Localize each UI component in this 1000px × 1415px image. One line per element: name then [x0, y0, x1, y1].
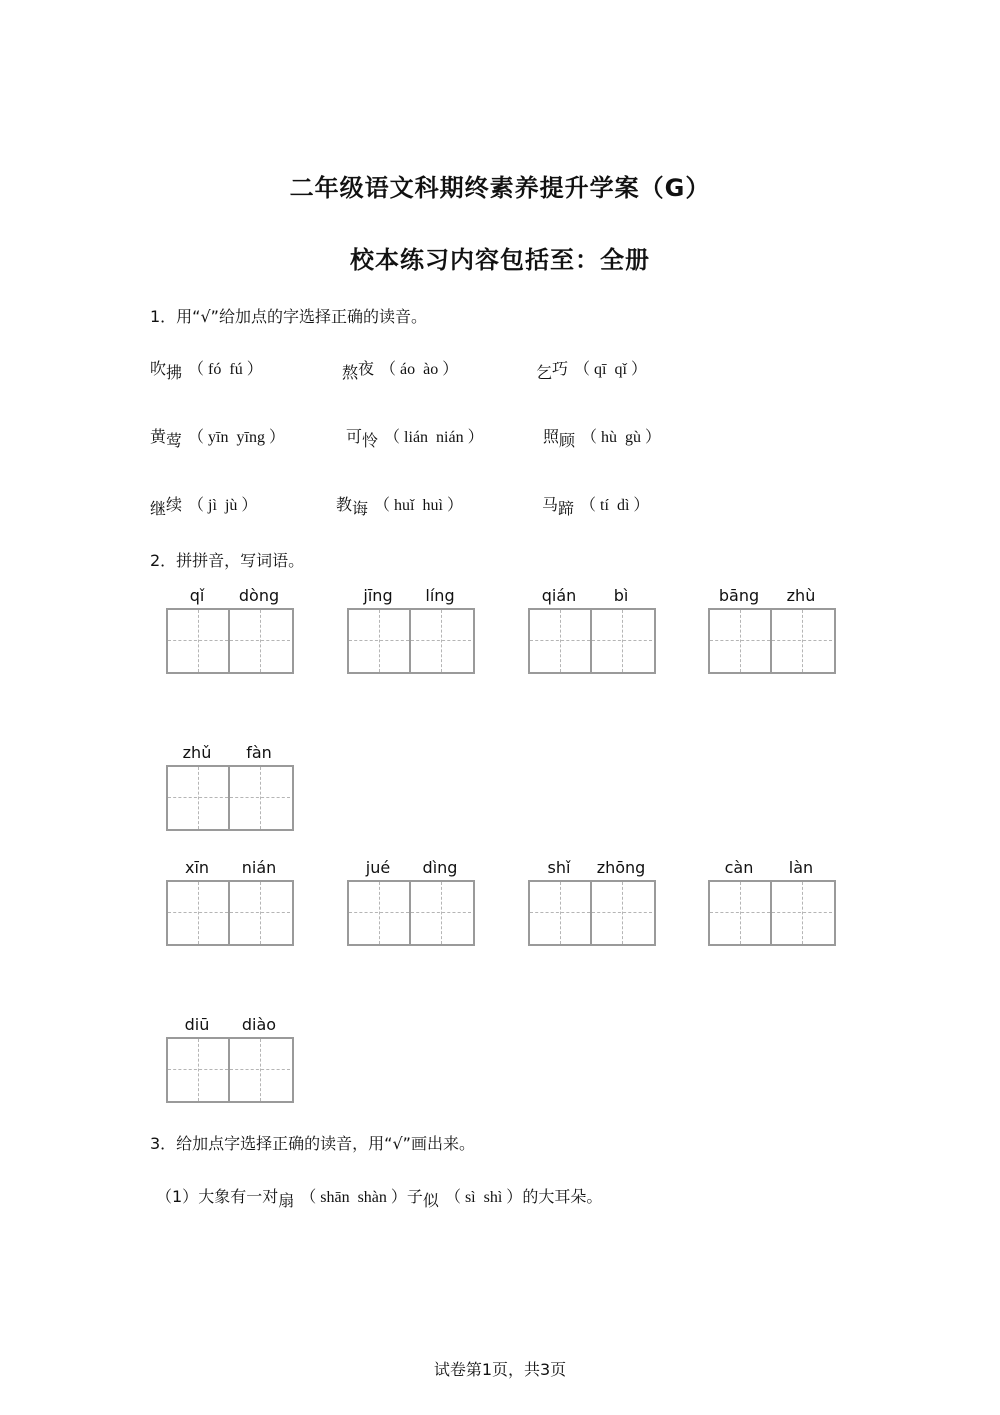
writing-cell[interactable]	[772, 882, 832, 944]
pinyin-label: diào	[241, 1015, 277, 1034]
pinyin-choice-item: 马蹄 （ tí dì ）	[542, 495, 650, 518]
dotted-char: 顾	[559, 431, 576, 450]
pinyin-option[interactable]: áo	[400, 361, 416, 378]
pinyin-label: zhōng	[596, 858, 646, 877]
writing-cell[interactable]	[230, 882, 290, 944]
word-char: 教	[336, 495, 353, 514]
writing-cell[interactable]	[710, 610, 772, 672]
page-subtitle: 校本练习内容包括至：全册	[350, 246, 650, 274]
dotted-char: 诲	[352, 499, 369, 518]
pinyin-choice-item: 可怜 （ lián nián ）	[346, 427, 484, 450]
writing-cell[interactable]	[230, 610, 290, 672]
pinyin-choice-item: 教诲 （ huǐ huì ）	[336, 495, 463, 518]
tianzige-item	[708, 858, 834, 948]
pinyin-label: dòng	[238, 586, 280, 605]
pinyin-option[interactable]: hù	[601, 429, 618, 446]
word-char: 续	[166, 495, 183, 514]
pinyin-option[interactable]: shàn	[357, 1189, 387, 1206]
word-char: 黄	[150, 427, 167, 446]
pinyin-choice-item: 乞巧 （ qī qǐ ）	[536, 359, 647, 382]
pinyin-label: bāng	[718, 586, 760, 605]
tianzige-box	[528, 608, 656, 674]
dotted-char: 蹄	[558, 499, 575, 518]
tianzige-box	[708, 608, 836, 674]
sentence-text: 大象有一对	[198, 1187, 279, 1206]
pinyin-label: diū	[184, 1015, 210, 1034]
writing-cell[interactable]	[530, 882, 592, 944]
writing-cell[interactable]	[349, 610, 411, 672]
pinyin-label: qǐ	[189, 586, 205, 605]
pinyin-label: bì	[613, 586, 629, 605]
pinyin-label: qián	[541, 586, 577, 605]
pinyin-option[interactable]: jì	[208, 497, 217, 514]
tianzige-item	[166, 586, 292, 676]
pinyin-option[interactable]: fú	[229, 361, 243, 378]
word-char: 夜	[358, 359, 375, 378]
word-char: 巧	[552, 359, 569, 378]
writing-cell[interactable]	[349, 882, 411, 944]
pinyin-label: xīn	[184, 858, 210, 877]
writing-cell[interactable]	[411, 882, 471, 944]
tianzige-box	[166, 765, 294, 831]
tianzige-box	[708, 880, 836, 946]
pinyin-label: líng	[425, 586, 455, 605]
question-3-sentence: （1）大象有一对扇 （ shān shàn ）子似 （ sì shì ）的大耳朵。	[156, 1187, 603, 1210]
pinyin-choice-item: 吹拂 （ fó fú ）	[150, 359, 263, 382]
sub-question-number: （1）	[156, 1187, 199, 1206]
pinyin-label: dìng	[422, 858, 458, 877]
writing-cell[interactable]	[772, 610, 832, 672]
pinyin-option[interactable]: lián	[404, 429, 429, 446]
tianzige-box	[166, 608, 294, 674]
pinyin-option[interactable]: nián	[436, 429, 464, 446]
dotted-char: 扇	[278, 1191, 295, 1210]
dotted-char: 乞	[536, 363, 553, 382]
tianzige-item	[166, 858, 292, 948]
sentence-text: 的大耳朵。	[522, 1187, 603, 1206]
pinyin-option[interactable]: jù	[224, 497, 238, 514]
dotted-char: 拂	[166, 363, 183, 382]
tianzige-box	[347, 880, 475, 946]
pinyin-label: shǐ	[547, 858, 571, 877]
pinyin-label: nián	[241, 858, 277, 877]
tianzige-box	[166, 880, 294, 946]
writing-cell[interactable]	[230, 1039, 290, 1101]
pinyin-option[interactable]: fó	[208, 361, 222, 378]
pinyin-option[interactable]: yīng	[236, 429, 265, 446]
pinyin-option[interactable]: dì	[616, 497, 630, 514]
word-char: 可	[346, 427, 363, 446]
writing-cell[interactable]	[411, 610, 471, 672]
pinyin-label: càn	[724, 858, 754, 877]
pinyin-choice-item: 熬夜 （ áo ào ）	[342, 359, 459, 382]
word-char: 照	[543, 427, 560, 446]
tianzige-item	[347, 858, 473, 948]
tianzige-item	[528, 586, 654, 676]
pinyin-label: zhǔ	[182, 743, 212, 762]
pinyin-option[interactable]: qǐ	[614, 361, 627, 378]
word-char: 马	[542, 495, 559, 514]
pinyin-option[interactable]: gù	[625, 429, 642, 446]
writing-cell[interactable]	[592, 882, 652, 944]
page-title: 二年级语文科期终素养提升学案（G）	[289, 174, 711, 202]
tianzige-item	[708, 586, 834, 676]
writing-cell[interactable]	[592, 610, 652, 672]
question-2-prompt: 2．拼拼音，写词语。	[150, 551, 305, 570]
pinyin-choice-item: 继续 （ jì jù ）	[150, 495, 258, 518]
tianzige-item	[166, 743, 292, 833]
pinyin-option[interactable]: yīn	[208, 429, 229, 446]
page-footer: 试卷第1页，共3页	[433, 1360, 567, 1379]
sentence-text: 子	[406, 1187, 423, 1206]
pinyin-option[interactable]: tí	[600, 497, 609, 514]
tianzige-item	[528, 858, 654, 948]
tianzige-box	[347, 608, 475, 674]
writing-cell[interactable]	[230, 767, 290, 829]
pinyin-option[interactable]: shān	[320, 1189, 350, 1206]
pinyin-choice-item: 黄莺 （ yīn yīng ）	[150, 427, 285, 450]
dotted-char: 熬	[342, 363, 359, 382]
writing-cell[interactable]	[168, 767, 230, 829]
pinyin-option[interactable]: qī	[594, 361, 607, 378]
word-char: 吹	[150, 359, 167, 378]
pinyin-label: jīng	[363, 586, 393, 605]
pinyin-option[interactable]: sì	[464, 1189, 476, 1206]
dotted-char: 莺	[166, 431, 183, 450]
dotted-char: 继	[150, 499, 167, 518]
pinyin-option[interactable]: huì	[422, 497, 443, 514]
writing-cell[interactable]	[710, 882, 772, 944]
tianzige-item	[166, 1015, 292, 1105]
pinyin-option[interactable]: ào	[423, 361, 439, 378]
writing-cell[interactable]	[530, 610, 592, 672]
dotted-char: 怜	[362, 431, 379, 450]
pinyin-label: làn	[788, 858, 814, 877]
pinyin-label: zhù	[786, 586, 816, 605]
writing-cell[interactable]	[168, 1039, 230, 1101]
pinyin-label: jué	[365, 858, 391, 877]
pinyin-option[interactable]: shì	[483, 1189, 503, 1206]
writing-cell[interactable]	[168, 610, 230, 672]
pinyin-choice-item: 照顾 （ hù gù ）	[543, 427, 662, 450]
writing-cell[interactable]	[168, 882, 230, 944]
tianzige-box	[528, 880, 656, 946]
pinyin-label: fàn	[246, 743, 272, 762]
dotted-char: 似	[422, 1191, 439, 1210]
question-1-prompt: 1．用“√”给加点的字选择正确的读音。	[150, 307, 427, 326]
tianzige-item	[347, 586, 473, 676]
pinyin-option[interactable]: huǐ	[394, 497, 415, 514]
tianzige-box	[166, 1037, 294, 1103]
question-3-prompt: 3．给加点字选择正确的读音，用“√”画出来。	[150, 1134, 475, 1153]
